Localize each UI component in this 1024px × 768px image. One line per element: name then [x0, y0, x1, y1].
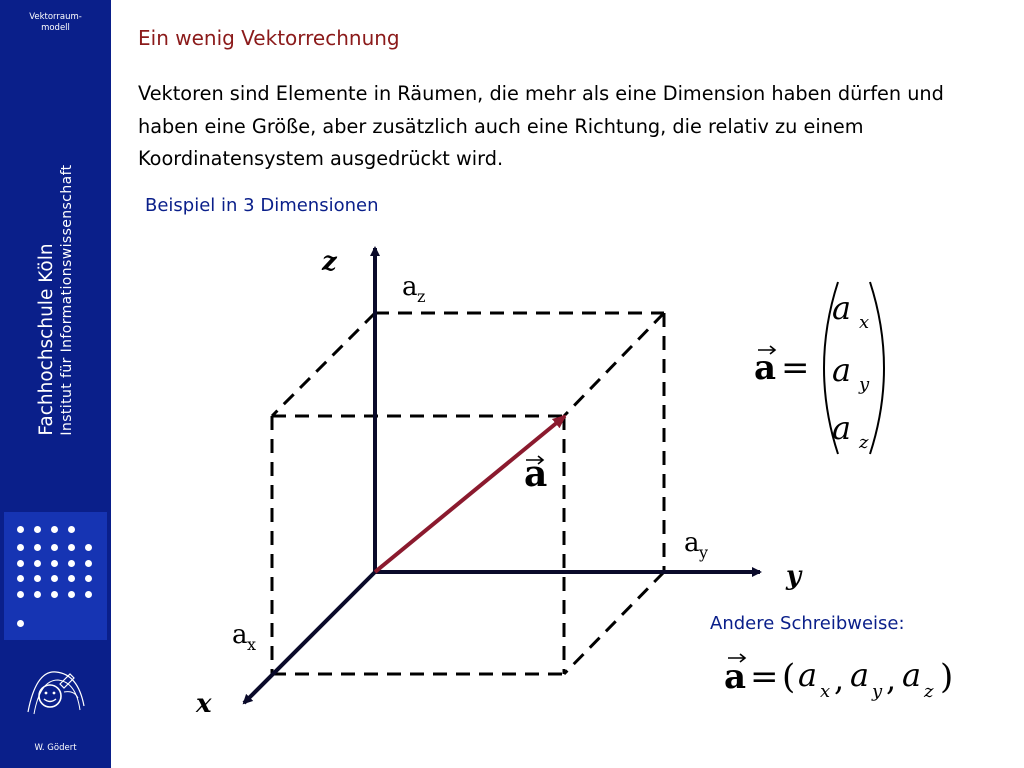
cube-edge — [272, 313, 375, 416]
formula-vector-letter: a — [754, 348, 777, 388]
z-axis-label: z — [322, 247, 337, 277]
ay-sub: y — [699, 543, 709, 562]
formula-equals: = — [781, 348, 810, 388]
y-axis-label: y — [786, 561, 802, 591]
example-label: Beispiel in 3 Dimensionen — [145, 195, 379, 216]
top-label-line-2: modell — [41, 23, 70, 33]
az-sub: z — [417, 287, 426, 306]
row-comma-1: , — [834, 660, 845, 698]
right-paren — [870, 282, 884, 454]
col-ay-sub: y — [859, 374, 870, 395]
az-base: a — [402, 272, 418, 302]
intro-text: Vektoren sind Elemente in Räumen, die mehr als eine Dimension haben dürfen und haben eine Größe, aber zusätzlich auch eine Richtung, die relativ zu einem Koordinatensystem ausgedrückt wird. — [138, 82, 944, 170]
author-label: W. Gödert — [34, 743, 77, 753]
row-close-paren: ) — [940, 657, 954, 697]
institution-name: Fachhochschule Köln — [36, 243, 57, 436]
alt-notation-label: Andere Schreibweise: — [710, 613, 905, 634]
col-az-sub: z — [859, 432, 869, 453]
row-az-sub: z — [924, 681, 934, 702]
row-vector-formula — [724, 654, 953, 702]
slide-title: Ein wenig Vektorrechnung — [138, 26, 400, 50]
row-open-paren: ( — [782, 657, 796, 697]
component-label-x — [232, 620, 256, 654]
row-vector-letter: a — [724, 657, 747, 697]
department-name: Institut für Informationswissenschaft — [59, 164, 75, 436]
top-label-line-1: Vektorraum- — [29, 12, 82, 22]
col-ax-base: a — [832, 289, 852, 327]
col-ax-sub: x — [859, 312, 870, 333]
column-vector-formula — [754, 282, 884, 454]
ay-base: a — [684, 528, 700, 558]
diagram-vector-label — [524, 453, 547, 495]
x-axis-label: x — [196, 689, 212, 719]
ax-base: a — [232, 620, 248, 650]
col-ay-base: a — [832, 351, 852, 389]
col-az-base: a — [832, 409, 852, 447]
component-label-z — [402, 272, 425, 306]
cube-edge — [564, 313, 664, 416]
component-label-y — [684, 528, 708, 562]
x-axis — [244, 572, 375, 703]
cube-edge — [564, 572, 664, 674]
row-equals: = — [750, 657, 779, 697]
row-ay-sub: y — [872, 681, 883, 702]
row-ax-base: a — [798, 656, 818, 694]
diagram-vector-letter: a — [524, 453, 548, 495]
row-comma-2: , — [886, 660, 897, 698]
row-ay-base: a — [850, 656, 870, 694]
row-ax-sub: x — [820, 681, 831, 702]
row-az-base: a — [902, 656, 922, 694]
ax-sub: x — [247, 635, 257, 654]
